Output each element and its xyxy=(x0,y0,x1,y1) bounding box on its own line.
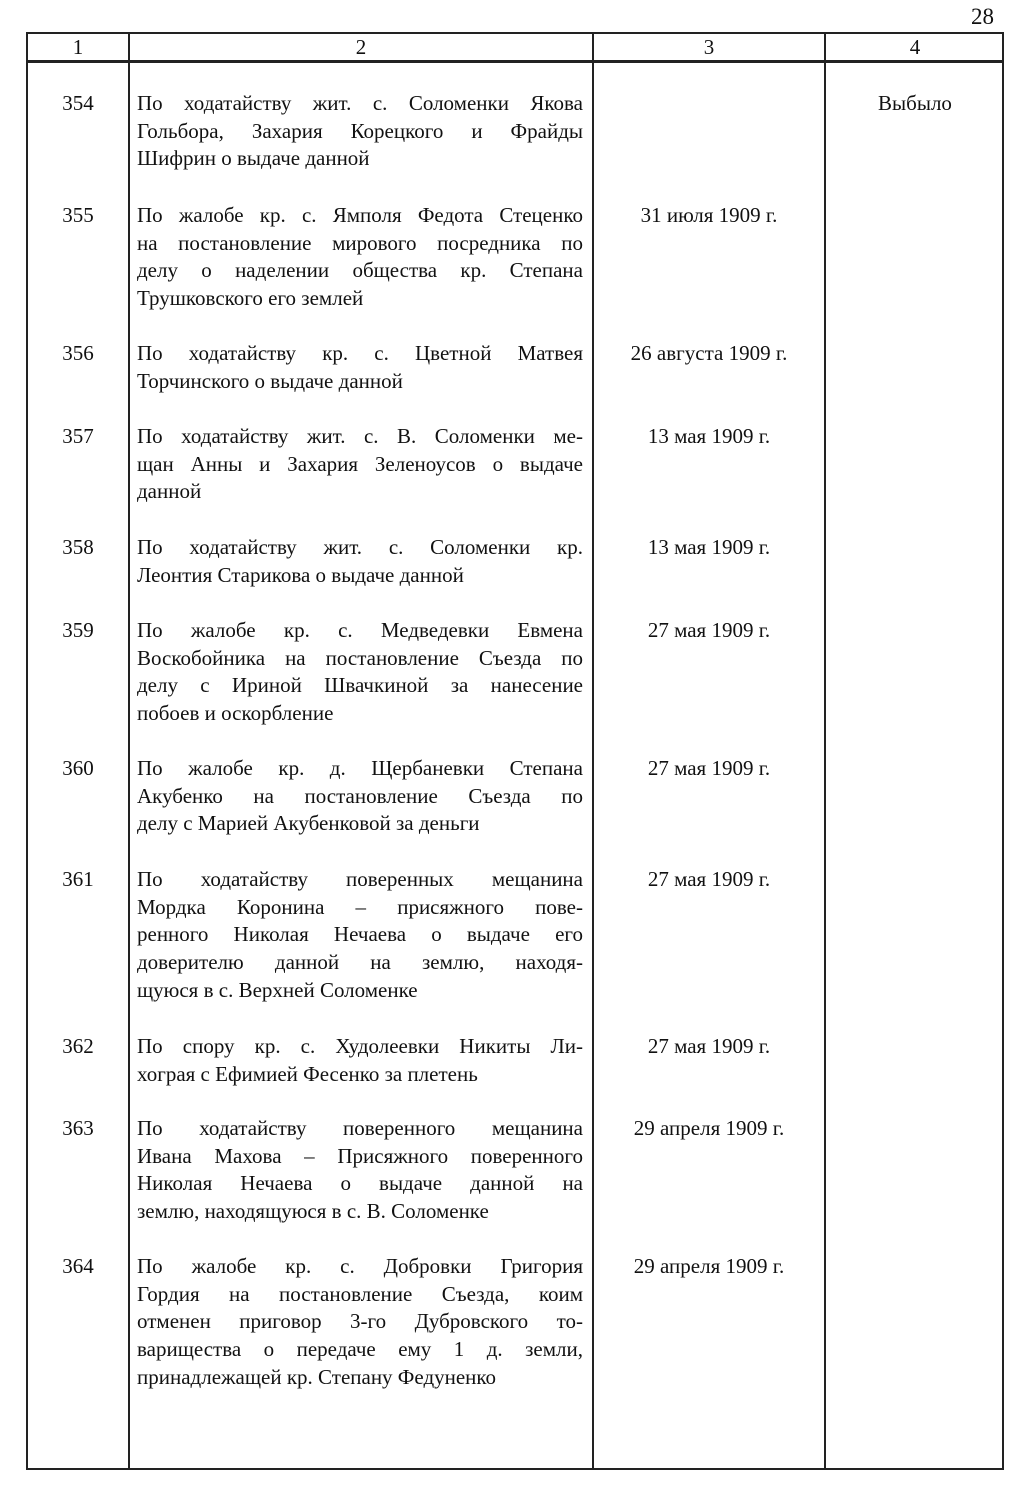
record-date: 27 мая 1909 г. xyxy=(647,756,771,780)
description-line: варищества о передаче ему 1 д. земли, xyxy=(137,1337,583,1362)
record-note: Выбыло xyxy=(878,91,952,115)
record-number: 354 xyxy=(62,91,94,115)
record-number: 355 xyxy=(62,203,94,227)
record-date: 13 мая 1909 г. xyxy=(647,535,771,559)
description-line: По жалобе кр. с. Медведевки Евмена xyxy=(137,618,583,642)
record-description xyxy=(137,1033,583,1088)
record-date: 29 апреля 1909 г. xyxy=(633,1254,785,1278)
record-number: 356 xyxy=(62,341,94,365)
description-line: Леонтия Старикова о выдаче данной xyxy=(137,562,464,587)
record-description xyxy=(137,423,583,506)
description-line: Николая Нечаева о выдаче данной на xyxy=(137,1171,583,1196)
description-line: Трушковского его землей xyxy=(137,286,364,311)
description-line: отменен приговор 3-го Дубровского то- xyxy=(137,1309,583,1334)
description-line: Акубенко на постановление Съезда по xyxy=(137,783,583,808)
description-line: Шифрин о выдаче данной xyxy=(137,146,370,171)
column-divider xyxy=(128,34,130,1468)
description-line: По жалобе кр. с. Ямполя Федота Стеценко xyxy=(137,203,583,227)
header-col-3: 3 xyxy=(703,35,715,59)
record-date: 27 мая 1909 г. xyxy=(647,1034,771,1058)
description-line: принадлежащей кр. Степану Федуненко xyxy=(137,1364,497,1389)
record-description xyxy=(137,755,583,838)
description-line: Гольбора, Захария Корецкого и Фрайды xyxy=(137,118,583,143)
record-date: 13 мая 1909 г. xyxy=(647,424,771,448)
description-line: По жалобе кр. д. Щербаневки Степана xyxy=(137,756,583,780)
record-description xyxy=(137,202,583,313)
record-number: 360 xyxy=(62,756,94,780)
column-divider xyxy=(824,34,826,1468)
description-line: По ходатайству жит. с. Соломенки кр. xyxy=(137,535,583,559)
record-description xyxy=(137,617,583,728)
record-date: 27 мая 1909 г. xyxy=(647,867,771,891)
description-line: Воскобойника на постановление Съезда по xyxy=(137,645,583,670)
description-line: щан Анны и Захария Зеленоусов о выдаче xyxy=(137,451,583,476)
description-line: По спору кр. с. Худолеевки Никиты Ли- xyxy=(137,1034,583,1058)
description-line: на постановление мирового посредника по xyxy=(137,230,583,255)
description-line: данной xyxy=(137,479,202,504)
page-number: 28 xyxy=(971,4,994,29)
description-line: Ивана Махова – Присяжного поверенного xyxy=(137,1143,583,1168)
description-line: По ходатайству поверенных мещанина xyxy=(137,867,583,891)
header-col-2: 2 xyxy=(355,35,367,59)
description-line: По жалобе кр. с. Добровки Григория xyxy=(137,1254,583,1278)
description-line: Гордия на постановление Съезда, коим xyxy=(137,1281,583,1306)
description-line: доверителю данной на землю, находя- xyxy=(137,950,583,975)
record-number: 358 xyxy=(62,535,94,559)
description-line: По ходатайству жит. с. В. Соломенки ме- xyxy=(137,424,583,448)
record-number: 363 xyxy=(62,1116,94,1140)
record-number: 364 xyxy=(62,1254,94,1278)
record-number: 359 xyxy=(62,618,94,642)
description-line: побоев и оскорбление xyxy=(137,701,334,726)
record-date: 31 июля 1909 г. xyxy=(640,203,778,227)
header-col-4: 4 xyxy=(909,35,921,59)
header-col-1: 1 xyxy=(72,35,84,59)
description-line: землю, находящуюся в с. В. Соломенке xyxy=(137,1199,489,1224)
record-date: 26 августа 1909 г. xyxy=(630,341,788,365)
description-line: Мордка Коронина – присяжного пове- xyxy=(137,894,583,919)
record-description xyxy=(137,1253,583,1392)
record-number: 362 xyxy=(62,1034,94,1058)
description-line: делу с Марией Акубенковой за деньги xyxy=(137,811,480,836)
record-description xyxy=(137,1115,583,1226)
register-table xyxy=(26,32,1004,1470)
record-date: 29 апреля 1909 г. xyxy=(633,1116,785,1140)
description-line: По ходатайству кр. с. Цветной Матвея xyxy=(137,341,583,365)
description-line: По ходатайству жит. с. Соломенки Якова xyxy=(137,91,583,115)
record-number: 361 xyxy=(62,867,94,891)
description-line: щуюся в с. Верхней Соломенке xyxy=(137,977,418,1002)
description-line: делу с Ириной Швачкиной за нанесение xyxy=(137,673,583,698)
description-line: По ходатайству поверенного мещанина xyxy=(137,1116,583,1140)
record-description xyxy=(137,534,583,589)
description-line: Торчинского о выдаче данной xyxy=(137,368,403,393)
record-number: 357 xyxy=(62,424,94,448)
record-description xyxy=(137,90,583,173)
record-date: 27 мая 1909 г. xyxy=(647,618,771,642)
description-line: делу о наделении общества кр. Степана xyxy=(137,258,583,283)
record-description xyxy=(137,340,583,395)
description-line: хограя с Ефимией Фесенко за плетень xyxy=(137,1061,478,1086)
record-description xyxy=(137,866,583,1005)
header-row xyxy=(28,34,1002,62)
description-line: ренного Николая Нечаева о выдаче его xyxy=(137,922,583,947)
